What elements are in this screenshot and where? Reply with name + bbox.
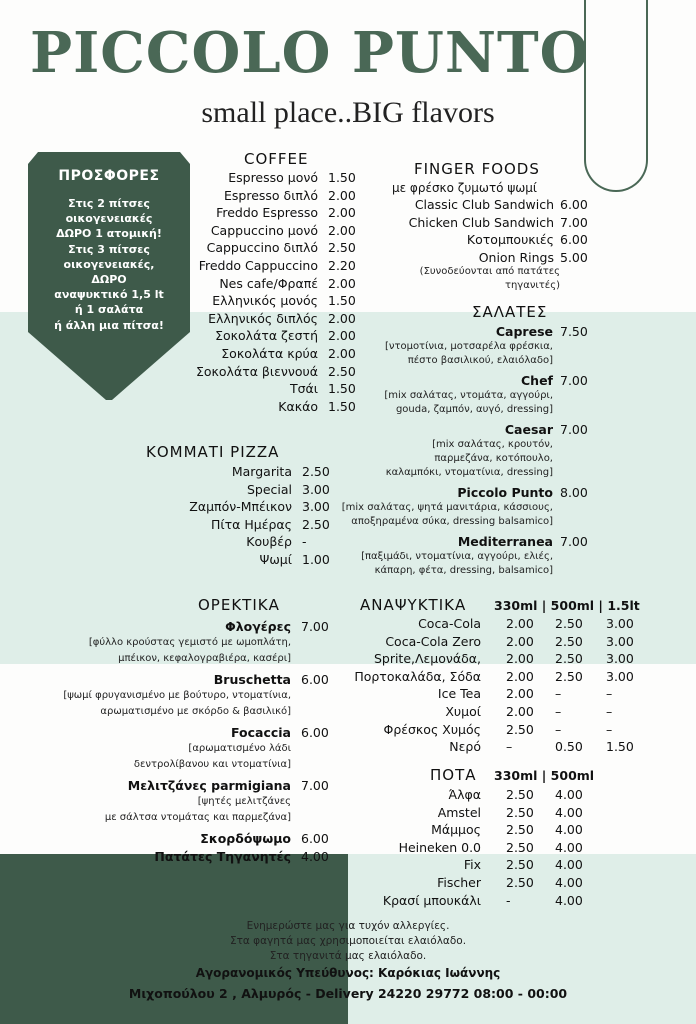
salad-name: Mediterranea (457, 533, 553, 549)
coffee-item-name: Freddo Cappuccino (198, 258, 318, 273)
coffee-item-name: Nes cafe/Φραπέ (219, 275, 318, 291)
drinks-heading: ΠΟΤΑ (430, 766, 477, 784)
finger-foods-note (420, 265, 560, 293)
appetizer-name: Σκορδόψωμο (200, 831, 291, 846)
soft-drinks-heading: ΑΝΑΨΥΚΤΙΚΑ (360, 596, 467, 614)
coffee-item-name: Σοκολάτα κρύα (221, 346, 318, 361)
tagline: small place..BIG flavors (201, 96, 495, 129)
drink-price: 4.00 (555, 892, 583, 908)
salad-price: 7.00 (560, 372, 588, 388)
offers-banner (28, 152, 190, 400)
finger-food-item-name: Classic Club Sandwich (414, 197, 554, 212)
pizza-item-price: 2.50 (302, 464, 330, 479)
pizza-item-name: Ζαμπόν-Μπέικον (189, 499, 292, 515)
drink-price: 4.00 (555, 787, 583, 802)
soft-drink-price: – (506, 739, 513, 755)
salad-description: αποξηραμένα σύκα, dressing balsamico] (351, 516, 553, 528)
soft-drink-name: Coca-Cola Zero (385, 633, 481, 649)
appetizer-price: 4.00 (301, 849, 329, 864)
coffee-item-name: Espresso διπλό (224, 187, 318, 203)
soft-drink-name: Νερό (449, 739, 481, 755)
salad-description: gouda, ζαμπόν, αυγό, dressing] (395, 404, 553, 416)
offers-title: ΠΡΟΣΦΟΡΕΣ (58, 168, 160, 184)
coffee-item-price: 2.00 (328, 346, 356, 361)
soft-drink-price: 3.00 (606, 633, 634, 649)
appetizer-description: [φύλλο κρούστας γεμιστό με ωμοπλάτη, (88, 637, 291, 648)
salad-name: Chef (521, 372, 553, 388)
salad-name: Caesar (504, 421, 553, 437)
pizza-item-name: Margarita (231, 464, 292, 479)
drinks-column-header: 330ml | 500ml (494, 768, 595, 783)
offer-line: ή άλλη μια πίτσα! (54, 318, 164, 332)
drink-price: 2.50 (506, 857, 534, 873)
finger-food-item-name: Onion Rings (478, 249, 554, 265)
drink-price: 2.50 (506, 839, 534, 855)
soft-drink-price: 3.00 (606, 651, 634, 667)
coffee-item-price: 2.00 (328, 328, 356, 344)
salad-price: 7.50 (560, 324, 588, 339)
salad-description: [παξιμάδι, ντοματίνια, αγγούρι, ελιές, (361, 550, 553, 562)
pizza-heading: ΚΟΜΜΑΤΙ PIZZA (146, 443, 280, 461)
finger-food-item-price: 6.00 (560, 232, 588, 248)
appetizer-name: Focaccia (230, 725, 291, 740)
soft-drink-name: Ice Tea (437, 686, 481, 702)
offers-text (36, 196, 182, 333)
soft-drink-price: – (555, 686, 562, 702)
salad-description: καλαμπόκι, ντοματίνια, dressing] (385, 467, 553, 479)
soft-drink-price: 2.50 (555, 651, 583, 667)
soft-drink-price: – (606, 686, 613, 702)
offer-line: οικογενειακές, (63, 257, 155, 271)
soft-drink-price: – (555, 704, 562, 719)
soft-drink-price: 0.50 (555, 739, 583, 755)
appetizer-description: [ψωμί φρυγανισμένο με βούτυρο, ντοματίνια, (63, 690, 291, 701)
salad-description: [mix σαλάτας, κρουτόν, (432, 438, 553, 450)
soft-drink-name: Sprite,Λεμονάδα, (373, 651, 481, 667)
coffee-item-name: Ελληνικός διπλός (208, 310, 318, 326)
coffee-item-price: 1.50 (328, 381, 356, 397)
coffee-item-name: Σοκολάτα ζεστή (215, 328, 318, 344)
soft-drink-price: 1.50 (606, 739, 634, 755)
coffee-item-price: 2.00 (328, 205, 356, 221)
soft-drink-price: 2.00 (506, 668, 534, 684)
drink-price: 2.50 (506, 822, 534, 838)
coffee-item-name: Cappuccino μονό (210, 222, 318, 238)
drink-name: Μάμμος (431, 822, 481, 838)
pizza-item-price: - (302, 534, 307, 550)
salad-description: [mix σαλάτας, ψητά μανιτάρια, κάσσιους, (341, 501, 553, 513)
note-line: (Συνοδεύονται από πατάτες (419, 266, 560, 277)
drink-price: 4.00 (555, 822, 583, 838)
pizza-item-name: Special (246, 481, 292, 497)
finger-foods-heading: FINGER FOODS (414, 160, 540, 178)
coffee-item-name: Σοκολάτα βιεννουά (196, 363, 318, 379)
footer-allergy: Ενημερώστε μας για τυχόν αλλεργίες. (246, 920, 450, 932)
footer-address: Μιχοπούλου 2 , Αλμυρός - Delivery 24220 29772 08:00 - 00:00 (128, 986, 568, 1001)
coffee-item-price: 2.00 (328, 310, 356, 326)
offer-line: αναψυκτικό 1,5 lt (54, 288, 164, 302)
soft-drink-price: 2.50 (555, 616, 583, 631)
footer-frying-oil: Στα τηγανιτά μας ελαιόλαδο. (269, 950, 427, 962)
finger-food-item-name: Κοτομπουκιές (466, 232, 554, 248)
coffee-heading: COFFEE (244, 150, 309, 168)
drink-name: Fischer (437, 875, 481, 890)
finger-foods-subheading: με φρέσκο ζυμωτό ψωμί (392, 181, 537, 195)
pizza-item-name: Κουβέρ (246, 534, 292, 550)
soft-drink-price: 2.50 (555, 668, 583, 684)
salad-description: πέστο βασιλικού, ελαιόλαδο] (407, 355, 553, 367)
coffee-item-price: 1.50 (328, 170, 356, 185)
soft-drink-price: 3.00 (606, 668, 634, 684)
salad-description: κάπαρη, φέτα, dressing, balsamico] (374, 565, 553, 576)
soft-drink-price: 2.00 (506, 616, 534, 631)
pizza-item-price: 1.00 (302, 552, 330, 567)
offer-line: ΔΩΡΟ (91, 273, 127, 287)
soft-drink-price: 3.00 (606, 616, 634, 631)
soft-drink-price: 2.00 (506, 651, 534, 667)
soft-drink-price: 2.00 (506, 686, 534, 702)
salad-name: Piccolo Punto (457, 484, 553, 500)
offer-line: ΔΩΡΟ 1 ατομική! (56, 227, 162, 241)
drink-price: - (506, 892, 511, 908)
finger-food-item-price: 7.00 (560, 214, 588, 230)
drink-name: Κρασί μπουκάλι (382, 892, 481, 908)
coffee-item-price: 1.50 (328, 398, 356, 414)
finger-food-item-price: 5.00 (560, 249, 588, 265)
pizza-item-price: 2.50 (302, 516, 330, 532)
offer-line: ή 1 σαλάτα (74, 303, 144, 317)
coffee-item-name: Freddo Espresso (216, 205, 318, 221)
coffee-item-name: Cappuccino διπλό (206, 240, 318, 256)
salad-name: Caprese (495, 324, 553, 339)
appetizer-description: [αρωματισμένο λάδι (188, 743, 291, 754)
salad-price: 8.00 (560, 484, 588, 500)
soft-drink-price: 2.00 (506, 704, 534, 719)
appetizer-description: δεντρολίβανου και ντοματίνια] (133, 759, 291, 770)
coffee-item-price: 1.50 (328, 293, 356, 309)
coffee-item-price: 2.50 (328, 363, 356, 379)
offer-line: οικογενειακές (65, 212, 153, 226)
salad-price: 7.00 (560, 421, 588, 437)
drink-name: Fix (463, 857, 481, 873)
appetizer-description: αρωματισμένο με σκόρδο & βασιλικό] (100, 706, 291, 717)
soft-drinks-column-header: 330ml | 500ml | 1.5lt (494, 598, 640, 613)
appetizer-price: 6.00 (301, 831, 329, 846)
appetizer-name: Πατάτες Τηγανητές (154, 849, 291, 864)
soft-drink-price: 2.50 (506, 721, 534, 737)
finger-food-item-price: 6.00 (560, 197, 588, 212)
soft-drink-price: – (555, 721, 562, 737)
appetizer-price: 7.00 (301, 778, 329, 793)
coffee-item-name: Ελληνικός μονός (212, 293, 318, 309)
soft-drink-name: Φρέσκος Χυμός (383, 721, 481, 737)
drink-price: 2.50 (506, 804, 534, 820)
drink-price: 4.00 (555, 857, 583, 873)
salads-heading: ΣΑΛΑΤΕΣ (472, 303, 548, 321)
pizza-item-price: 3.00 (302, 481, 330, 497)
drink-price: 4.00 (555, 804, 583, 820)
salad-description: [mix σαλάτας, ντομάτα, αγγούρι, (384, 389, 553, 401)
soft-drink-price: 2.50 (555, 633, 583, 649)
drink-name: Heineken 0.0 (398, 839, 481, 855)
soft-drink-price: – (606, 721, 613, 737)
pizza-item-price: 3.00 (302, 499, 330, 515)
restaurant-title: PICCOLO PUNTO (30, 20, 590, 86)
drink-name: Άλφα (448, 787, 481, 802)
finger-food-item-name: Chicken Club Sandwich (408, 214, 554, 230)
appetizer-price: 7.00 (301, 619, 329, 634)
salad-price: 7.00 (560, 533, 588, 549)
drink-price: 4.00 (555, 839, 583, 855)
drink-price: 2.50 (506, 787, 534, 802)
appetizer-description: [ψητές μελιτζάνες (197, 796, 291, 807)
coffee-item-name: Espresso μονό (228, 170, 318, 185)
drink-price: 4.00 (555, 875, 583, 890)
appetizer-name: Bruschetta (213, 672, 291, 687)
footer-olive-oil: Στα φαγητά μας χρησιμοποιείται ελαιόλαδο. (229, 935, 467, 947)
salad-description: παρμεζάνα, κοτόπουλο, (434, 453, 553, 464)
soft-drink-name: Χυμοί (445, 704, 481, 719)
appetizers-heading: ΟΡΕΚΤΙΚΑ (198, 596, 280, 614)
coffee-item-name: Τσάι (289, 381, 318, 397)
appetizer-description: μπέικον, κεφαλογραβιέρα, κασέρι] (118, 653, 291, 664)
soft-drink-name: Coca-Cola (418, 616, 481, 631)
coffee-item-price: 2.00 (328, 187, 356, 203)
note-line: τηγανιτές) (504, 280, 560, 291)
footer-responsible: Αγορανομικός Υπεύθυνος: Καρόκιας Ιωάννης (195, 966, 501, 980)
drink-price: 2.50 (506, 875, 534, 890)
soft-drink-name: Πορτοκαλάδα, Σόδα (354, 668, 481, 684)
appetizer-description: με σάλτσα ντομάτας και παρμεζάνα] (104, 812, 291, 823)
offer-line: Στις 2 πίτσες (68, 197, 150, 210)
soft-drink-price: – (606, 704, 613, 719)
pizza-item-name: Ψωμί (259, 552, 292, 567)
coffee-item-price: 2.50 (328, 240, 356, 256)
appetizer-name: Μελιτζάνες parmigiana (127, 778, 291, 793)
coffee-item-price: 2.00 (328, 222, 356, 238)
offer-line: Στις 3 πίτσες (68, 242, 150, 256)
pizza-item-name: Πίτα Ημέρας (211, 516, 292, 532)
coffee-item-price: 2.00 (328, 275, 356, 291)
appetizer-name: Φλογέρες (225, 619, 291, 634)
salad-description: [ντομοτίνια, μοτσαρέλα φρέσκια, (384, 341, 553, 352)
coffee-item-name: Κακάο (278, 398, 318, 414)
coffee-item-price: 2.20 (328, 258, 356, 273)
soft-drink-price: 2.00 (506, 633, 534, 649)
appetizer-price: 6.00 (301, 672, 329, 687)
drink-name: Amstel (437, 804, 481, 820)
appetizer-price: 6.00 (301, 725, 329, 740)
